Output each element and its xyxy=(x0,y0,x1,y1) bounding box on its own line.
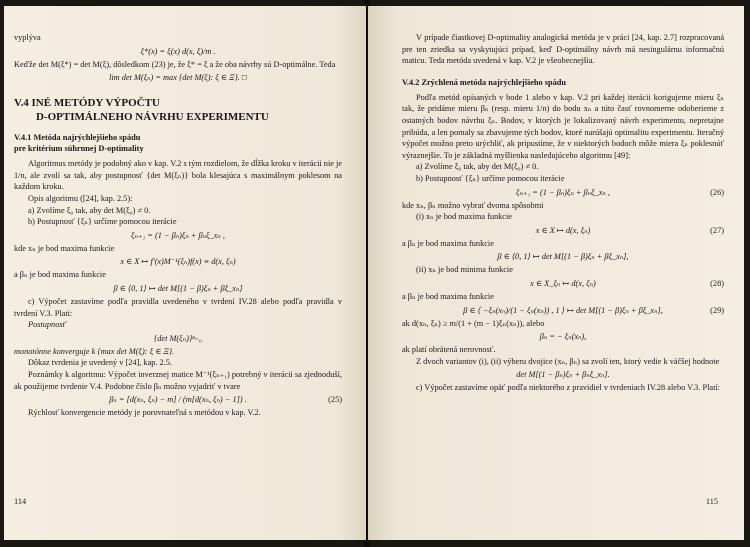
right-paragraph: ak d(xₙ, ξₙ) ≥ m/(1 + (m − 1)ξₙ(xₙ)), alebo xyxy=(402,318,545,328)
right-paragraph: V prípade čiastkovej D-optimality analogická metóda je v práci [24, kap. 2.7] rozpracovaná pre ten zriedka sa vyskytujúci prípad, keď D-optimálny návrh má nesingulárnu informačnú maticu. Teda metóda uvedená v kap. V.2 je všeobecnejšia. xyxy=(402,33,724,66)
left-equation xyxy=(14,45,342,58)
left-paragraph: monotónne konverguje k {max det M(ξ): ξ ∈ Ξ}. xyxy=(14,346,175,356)
left-page xyxy=(4,6,366,540)
left-paragraph: a) Zvolíme ξ₀ tak, aby det M(ξ₀) ≠ 0. xyxy=(28,205,151,215)
page-number-left: 114 xyxy=(14,497,27,506)
left-paragraph: b) Postupnosť {ξₙ} určíme pomocou iterácie xyxy=(28,217,177,227)
right-paragraph: ak platí obrátená nerovnosť. xyxy=(402,345,496,355)
left-paragraph: Poznámky k algoritmu: Výpočet inverznej matice M⁻¹(ξₙ₊₁) potrebný v iterácii sa zjednoduší, ak použijeme tvrdenie V.4. Podobne číslo βₙ možno vyjadriť v tvare xyxy=(14,369,342,391)
right-paragraph: kde xₙ, βₙ možno vybrať dvoma spôsobmi xyxy=(402,200,544,210)
right-paragraph: Podľa metód opísaných v bode 1 alebo v kap. V.2 pri každej iterácii korigujeme mieru ξₙ tak, že pridáme mieru βₙ (resp. mieru 1/n) do bodu xₙ a túto časť rovnomerne odoberieme z ostatných bodov návrhu ξₙ. Bodov, v ktorých je lokalizovaný návrh experimentu, nepretajne pribúda, a len pomaly sa zbavujeme tých bodov, ktoré narúšajú optimalitu experimentu. Iteračný výpočet možno preto urýchliť, ak pripustíme, že v niektorých bodoch môže miera ξₙ poklesnúť výraznejšie. To je základná myšlienka nasledujúceho algoritmu [49]: xyxy=(402,92,724,160)
equation-text: x ∈ X ↦ f′(x)M⁻¹(ξₙ)f(x) ≡ d(x, ξₙ) xyxy=(120,257,236,267)
right-page-body xyxy=(402,92,724,394)
equation-text: β ∈ ⟨0, 1⟩ ↦ det M[(1 − β)ξₙ + βξ_xₙ] xyxy=(113,283,243,293)
left-equation xyxy=(14,229,342,242)
equation-number: (26) xyxy=(710,187,724,197)
right-paragraph: (i) xₙ je bod maxima funkcie xyxy=(416,212,512,222)
right-paragraph: Z dvoch variantov (i), (ii) výberu dvojice (xₙ, βₙ) sa zvolí ten, ktorý vedie k väčšej hodnote xyxy=(416,356,720,366)
equation-text: ξₙ₊₁ = (1 − βₙ)ξₙ + βₙξ_xₙ , xyxy=(516,187,610,197)
left-paragraph: c) Výpočet zastavíme podľa pravidla uvedeného v tvrdení IV.28 alebo podľa pravidla v tvrdení V.3. Platí: xyxy=(14,296,342,318)
left-paragraph: Dôkaz tvrdenia je uvedený v [24], kap. 2.5. xyxy=(28,358,172,368)
right-paragraph: (ii) xₙ je bod minima funkcie xyxy=(416,265,513,275)
right-equation xyxy=(402,304,724,317)
right-equation xyxy=(402,250,724,263)
subsection-heading-v42: V.4.2 Zrýchlená metóda najrýchlejšieho spádu xyxy=(402,77,566,87)
equation-text: x ∈ X_ξₙ ↦ d(x, ξₙ) xyxy=(530,278,596,288)
right-equation xyxy=(402,224,724,237)
equation-text: lim det M(ξₙ) = max {det M(ξ): ξ ∈ Ξ}. □ xyxy=(109,73,247,83)
equation-text: x ∈ X ↦ d(x, ξₙ) xyxy=(535,225,591,235)
left-paragraph: a βₙ je bod maxima funkcie xyxy=(14,270,106,280)
equation-number: (27) xyxy=(710,225,724,235)
subsection-heading-v41-line-1: V.4.1 Metóda najrýchlejšieho spádu xyxy=(14,133,141,143)
section-heading xyxy=(14,96,342,124)
left-paragraph: Rýchlosť konvergencie metódy je porovnateľná s metódou v kap. V.2. xyxy=(28,408,261,418)
left-equation xyxy=(14,71,342,84)
right-paragraph: a) Zvolíme ξ₀ tak, aby det M(ξ₀) ≠ 0. xyxy=(416,162,539,172)
right-page-top-text xyxy=(402,32,724,67)
left-equation xyxy=(14,393,342,406)
equation-text: det M[(1 − βₙ)ξₙ + βₙξ_xₙ]. xyxy=(516,370,610,380)
right-page xyxy=(368,6,744,540)
subsection-heading-v41 xyxy=(14,132,342,154)
right-equation xyxy=(402,186,724,199)
equation-number: (29) xyxy=(710,305,724,315)
equation-text: β ∈ ⟨ −ξₙ(xₙ)/(1 − ξₙ(xₙ)) , 1 ⟩ ↦ det M[(1 − β)ξₙ + βξ_xₙ], xyxy=(463,305,663,315)
equation-text: ξₙ₊₁ = (1 − βₙ)ξₙ + βₙξ_xₙ , xyxy=(131,230,225,240)
right-equation xyxy=(402,330,724,343)
right-paragraph: a βₙ je bod maxima funkcie xyxy=(402,238,494,248)
right-paragraph: a βₙ je bod maxima funkcie xyxy=(402,291,494,301)
right-paragraph: c) Výpočet zastavíme opäť podľa niektorého z pravidiel v tvrdeniach IV.28 alebo V.3. Platí: xyxy=(416,383,720,393)
equation-text: {det M(ξₙ)}ⁿ₌₀ xyxy=(153,333,203,343)
page-number-right: 115 xyxy=(705,497,718,506)
equation-text: βₙ = [d(xₙ, ξₙ) − m] / (m[d(xₙ, ξₙ) − 1]) . xyxy=(109,395,247,405)
right-equation xyxy=(402,277,724,290)
left-paragraph: Postupnosť xyxy=(28,320,66,330)
section-heading-line-2: D-OPTIMÁLNEHO NÁVRHU EXPERIMENTU xyxy=(36,111,269,124)
left-paragraph: Opis algoritmu ([24], kap. 2.5): xyxy=(28,193,133,203)
left-paragraph: Keďže det M(ξ*) = det M(ξ), dôsledkom (23) je, že ξ* = ξ a že oba návrhy sú D-optimálne. Teda xyxy=(14,59,336,69)
left-equation xyxy=(14,332,342,345)
left-page-body xyxy=(14,158,342,419)
equation-text: βₙ = − ξₙ(xₙ), xyxy=(539,332,587,342)
equation-number: (28) xyxy=(710,278,724,288)
left-equation xyxy=(14,255,342,268)
equation-text: β ∈ ⟨0, 1⟩ ↦ det M[(1 − β)ξₙ + βξ_xₙ], xyxy=(497,252,629,262)
subsection-heading-v41-line-2: pre kritérium súhrnnej D-optimality xyxy=(14,144,144,154)
right-equation xyxy=(402,368,724,381)
left-page-top-text xyxy=(14,32,342,84)
left-equation xyxy=(14,282,342,295)
left-paragraph: Algoritmus metódy je podobný ako v kap. V.2 s tým rozdielom, že dĺžka kroku v iterácii nie je 1/n, ale zvolí sa tak, aby postupnosť {det M(ξₙ)} bola klesajúca s maximálnym poklesom na každom kroku. xyxy=(14,159,342,192)
left-paragraph: vyplýva xyxy=(14,33,41,42)
section-heading-line-1: V.4 INÉ METÓDY VÝPOČTU xyxy=(14,97,160,110)
right-paragraph: b) Postupnosť {ξₙ} určíme pomocou iterácie xyxy=(416,173,565,183)
equation-number: (25) xyxy=(328,395,342,405)
left-paragraph: kde xₙ je bod maxima funkcie xyxy=(14,243,115,253)
equation-text: ξ*(x) = ξ(x) d(x, ξ)/m . xyxy=(140,46,216,56)
